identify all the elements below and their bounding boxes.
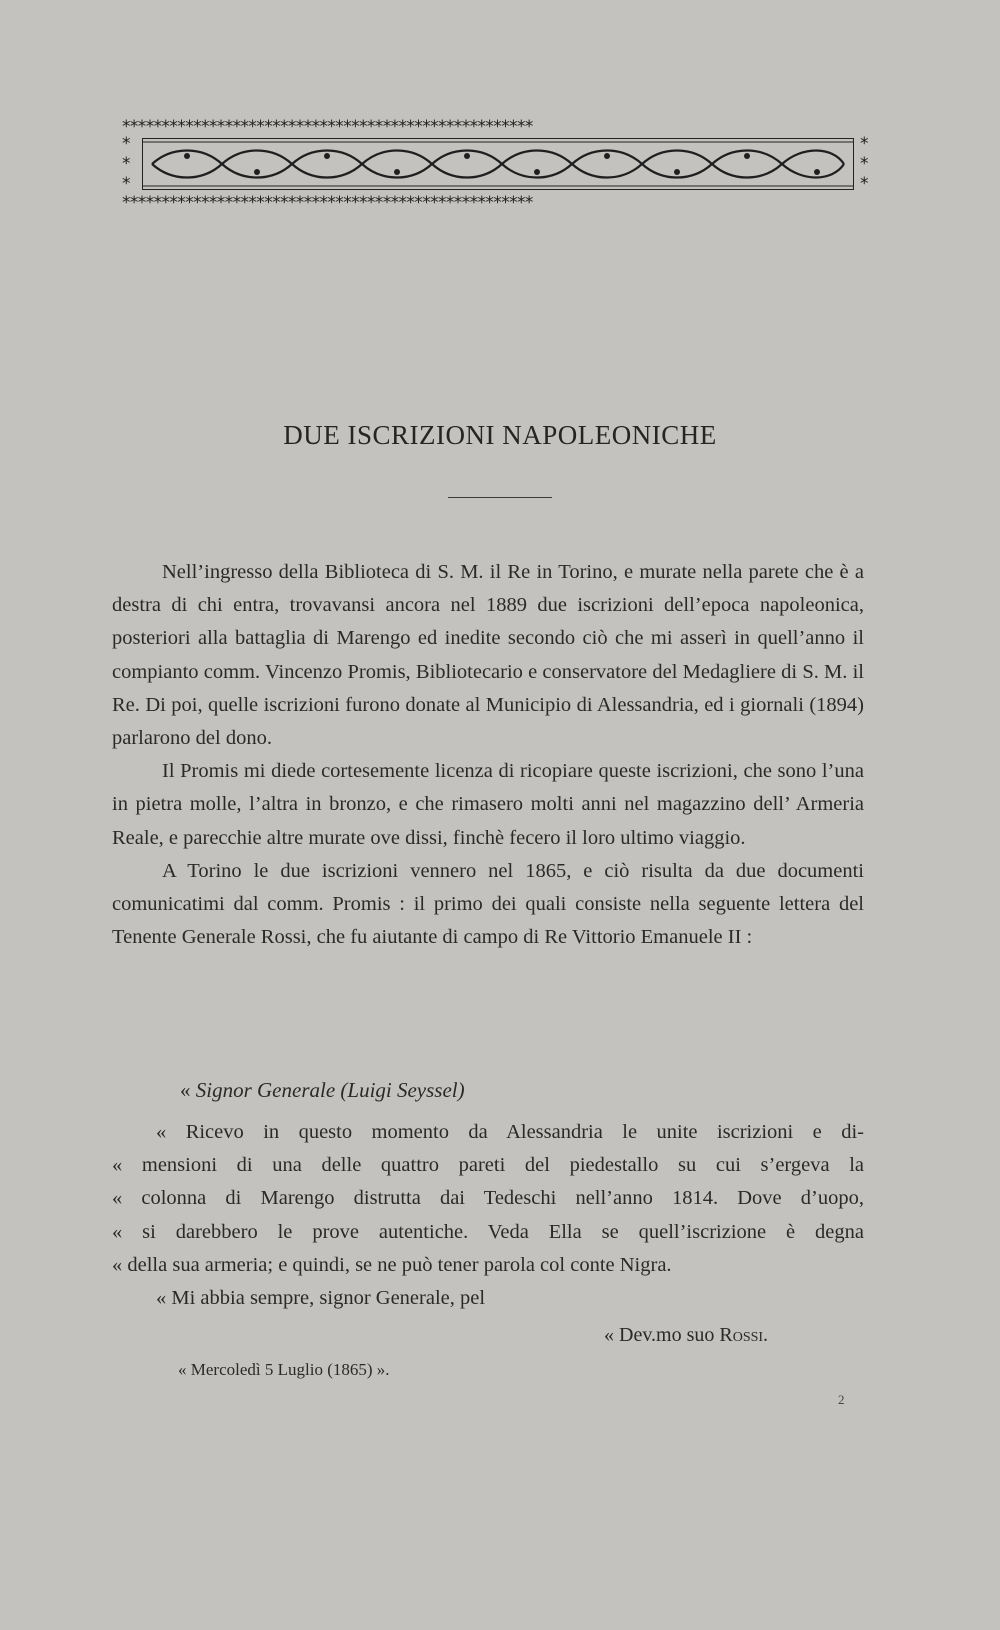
letter-body [112,1116,864,1315]
paragraph: A Torino le due iscrizioni vennero nel 1865, e ciò risulta da due documenti comunicatimi dal comm. Promis : il primo dei quali consiste nella seguente lettera del Tenente Generale Rossi, che fu aiutante di campo di Re Vittorio Emanuele II : [112,859,864,949]
salutation-quote-mark: « [180,1078,191,1102]
page-number: 2 [838,1392,845,1407]
page-title: DUE ISCRIZIONI NAPOLEONICHE [283,420,717,450]
signature-name: Rossi. [719,1324,769,1346]
paragraph: Nell’ingresso della Biblioteca di S. M. il Re in Torino, e murate nella parete che è a destra di chi entra, trovavansi ancora nel 1889 due iscrizioni dell’epoca napoleonica, posteriori alla battaglia di Marengo ed inedite secondo ciò che mi asserì in quell’anno il compianto comm. Vincenzo Promis, Bibliotecario e conservatore del Medagliere di S. M. il Re. Di poi, quelle iscrizioni furono donate al Municipio di Alessandria, ed i giornali (1894) parlarono del dono. [112,561,864,750]
star-border-right: * * * [860,134,869,194]
scroll-ornament-band [142,138,854,190]
letter-line: « della sua armeria; e quindi, se ne può tener parola col conte Nigra. [112,1253,672,1276]
main-text [112,556,864,954]
salutation-text: Signor Generale (Luigi Seyssel) [195,1078,465,1102]
letter-date: « Mercoledì 5 Luglio (1865) ». [178,1360,390,1379]
star-border-top: **************************************************** [122,118,533,136]
signature-prefix: « Dev.mo suo [604,1324,715,1346]
letter-salutation [180,1078,465,1103]
paragraph: Il Promis mi diede cortesemente licenza di ricopiare queste iscrizioni, che sono l’una in pietra molle, l’altra in bronzo, e che rimasero molti anni nel magazzino dell’ Armeria Reale, e parecchie altre murate ove dissi, finchè fecero il loro ultimo viaggio. [112,760,864,849]
letter-line: « Ricevo in questo momento da Alessandria le unite iscrizioni e di- [156,1121,864,1143]
letter-line: « mensioni di una delle quattro pareti del piedestallo su cui s’ergeva la [112,1154,864,1177]
letter-line: « si darebbero le prove autentiche. Veda Ella se quell’iscrizione è degna [112,1220,864,1243]
star-border-left: * * * [122,134,131,194]
star-border-bottom: **************************************************** [122,194,533,212]
letter-line: « Mi abbia sempre, signor Generale, pel [156,1287,486,1310]
decorative-header-border [122,118,876,216]
letter-line: « colonna di Marengo distrutta dai Tedeschi nell’anno 1814. Dove d’uopo, [112,1187,864,1210]
title-divider [448,497,552,498]
letter-signature [604,1324,768,1347]
